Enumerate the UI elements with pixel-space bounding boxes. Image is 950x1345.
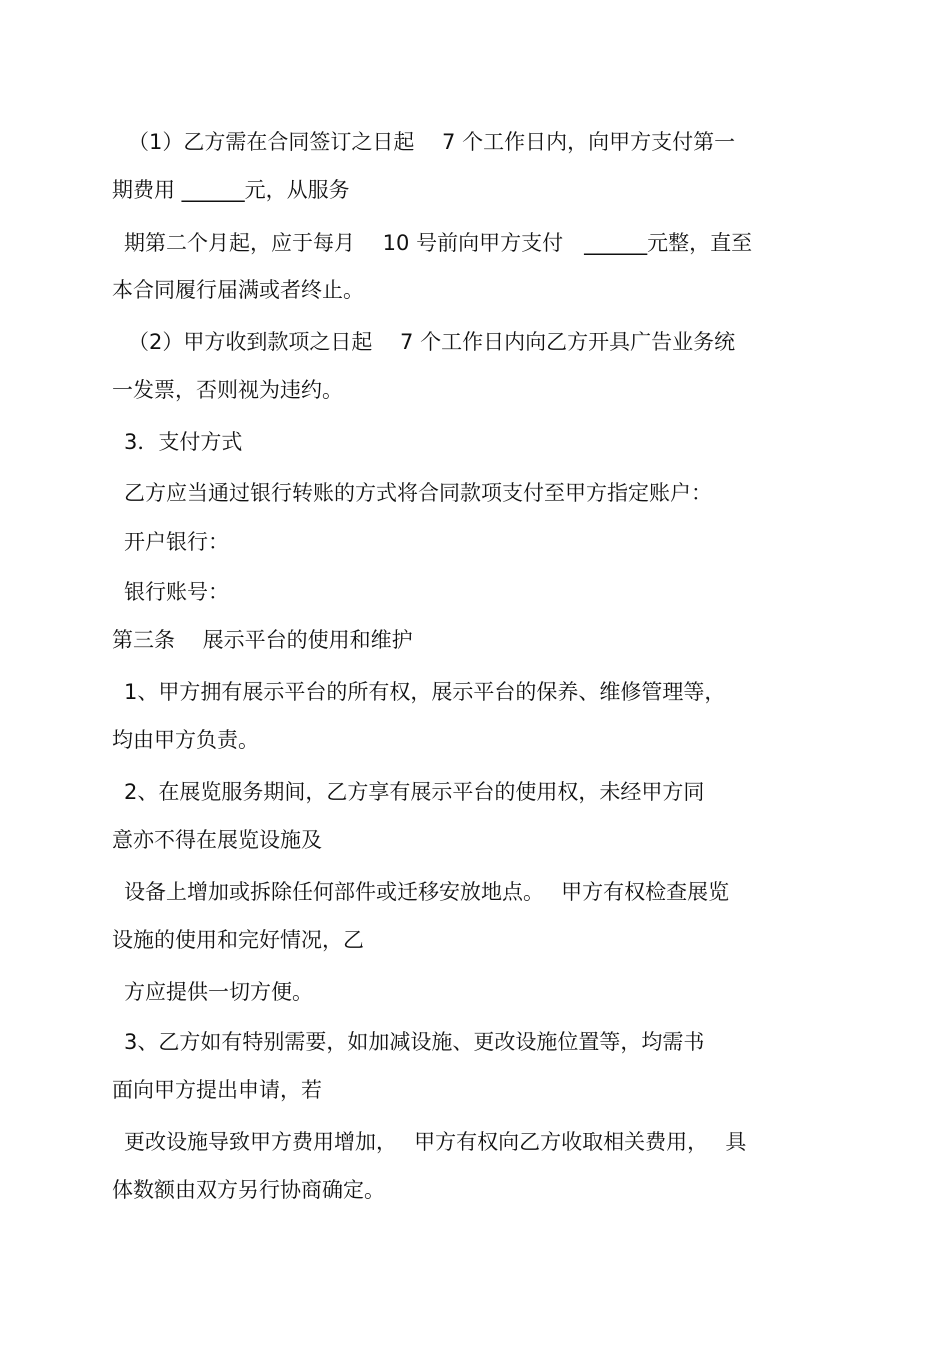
text-line: 期费用 ______元，从服务 — [112, 178, 350, 202]
text-line: 2、在展览服务期间，乙方享有展示平台的使用权，未经甲方同 — [124, 780, 705, 804]
text-line: 乙方应当通过银行转账的方式将合同款项支付至甲方指定账户： — [124, 481, 712, 505]
text-line: 期第二个月起，应于每月 10 号前向甲方支付 ______元整，直至 — [124, 231, 753, 255]
text-line: 方应提供一切方便。 — [124, 980, 313, 1004]
text-line: 设施的使用和完好情况，乙 — [112, 928, 364, 952]
text-line: （1）乙方需在合同签订之日起 7 个工作日内，向甲方支付第一 — [128, 130, 736, 154]
article-heading: 第三条 展示平台的使用和维护 — [112, 628, 413, 652]
text-line: 一发票，否则视为违约。 — [112, 378, 343, 402]
text-line: 体数额由双方另行协商确定。 — [112, 1178, 385, 1202]
bank-name-label: 开户银行： — [124, 530, 229, 554]
text-line: 面向甲方提出申请，若 — [112, 1078, 322, 1102]
text-line: 均由甲方负责。 — [112, 728, 259, 752]
text-line: 本合同履行届满或者终止。 — [112, 278, 364, 302]
section-heading: 3．支付方式 — [124, 430, 243, 454]
text-line: 更改设施导致甲方费用增加， 甲方有权向乙方收取相关费用， 具 — [124, 1130, 747, 1154]
bank-account-label: 银行账号： — [124, 580, 229, 604]
text-line: 意亦不得在展览设施及 — [112, 828, 322, 852]
text-line: 1、甲方拥有展示平台的所有权，展示平台的保养、维修管理等， — [124, 680, 726, 704]
text-line: 3、乙方如有特别需要，如加减设施、更改设施位置等，均需书 — [124, 1030, 705, 1054]
text-line: （2）甲方收到款项之日起 7 个工作日内向乙方开具广告业务统 — [128, 330, 736, 354]
text-line: 设备上增加或拆除任何部件或迁移安放地点。 甲方有权检查展览 — [124, 880, 730, 904]
